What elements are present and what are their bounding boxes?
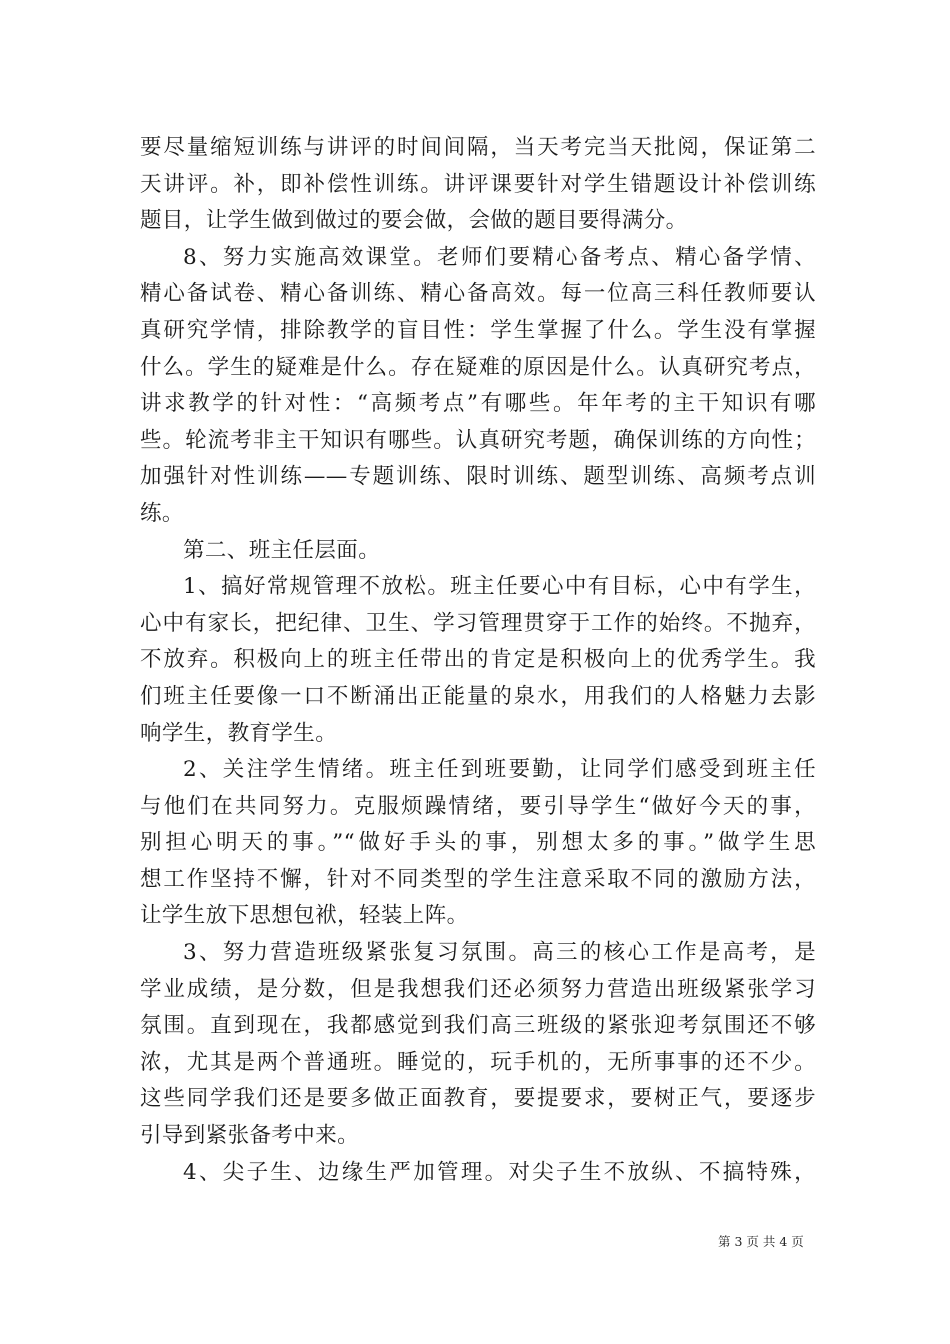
text-line: 第二、班主任层面。 (183, 537, 381, 563)
text-line: 练。 (140, 500, 184, 526)
document-body (140, 130, 816, 1191)
text-line: 2、关注学生情绪。班主任到班要勤，让同学们感受到班主任 (183, 757, 816, 783)
text-line: 响学生，教育学生。 (140, 720, 338, 746)
text-line: 加强针对性训练——专题训练、限时训练、题型训练、高频考点训 (140, 464, 816, 490)
text-line: 不放弃。积极向上的班主任带出的肯定是积极向上的优秀学生。我 (140, 647, 816, 673)
text-line: 想工作坚持不懈，针对不同类型的学生注意采取不同的激励方法， (140, 866, 816, 892)
text-line: 8、努力实施高效课堂。老师们要精心备考点、精心备学情、 (183, 244, 816, 270)
text-line: 题目，让学生做到做过的要会做，会做的题目要得满分。 (140, 208, 688, 234)
text-line: 别担心明天的事。”“做好手头的事，别想太多的事。”做学生思 (140, 830, 816, 856)
text-line: 3、努力营造班级紧张复习氛围。高三的核心工作是高考，是 (183, 940, 816, 966)
text-line: 与他们在共同努力。克服烦躁情绪，要引导学生“做好今天的事， (140, 793, 816, 819)
text-line: 们班主任要像一口不断涌出正能量的泉水，用我们的人格魅力去影 (140, 683, 816, 709)
text-line: 什么。学生的疑难是什么。存在疑难的原因是什么。认真研究考点， (140, 354, 816, 380)
text-line: 真研究学情，排除教学的盲目性：学生掌握了什么。学生没有掌握 (140, 317, 816, 343)
text-line: 引导到紧张备考中来。 (140, 1123, 360, 1149)
text-line: 些。轮流考非主干知识有哪些。认真研究考题，确保训练的方向性； (140, 427, 816, 453)
text-line: 心中有家长，把纪律、卫生、学习管理贯穿于工作的始终。不抛弃， (140, 610, 816, 636)
page-number-footer: 第 3 页 共 4 页 (718, 1234, 804, 1249)
text-line: 氛围。直到现在，我都感觉到我们高三班级的紧张迎考氛围还不够 (140, 1013, 816, 1039)
text-line: 讲求教学的针对性：“高频考点”有哪些。年年考的主干知识有哪 (140, 391, 816, 417)
text-line: 天讲评。补，即补偿性训练。讲评课要针对学生错题设计补偿训练 (140, 171, 816, 197)
text-line: 精心备试卷、精心备训练、精心备高效。每一位高三科任教师要认 (140, 281, 816, 307)
text-line: 学业成绩，是分数，但是我想我们还必须努力营造出班级紧张学习 (140, 976, 816, 1002)
text-line: 这些同学我们还是要多做正面教育，要提要求，要树正气，要逐步 (140, 1086, 816, 1112)
text-line: 浓，尤其是两个普通班。睡觉的，玩手机的，无所事事的还不少。 (140, 1049, 816, 1075)
text-line: 要尽量缩短训练与讲评的时间间隔，当天考完当天批阅，保证第二 (140, 135, 816, 160)
text-line: 让学生放下思想包袱，轻装上阵。 (140, 903, 469, 929)
text-line: 1、搞好常规管理不放松。班主任要心中有目标，心中有学生， (183, 574, 816, 600)
text-line: 4、尖子生、边缘生严加管理。对尖子生不放纵、不搞特殊， (183, 1159, 816, 1185)
